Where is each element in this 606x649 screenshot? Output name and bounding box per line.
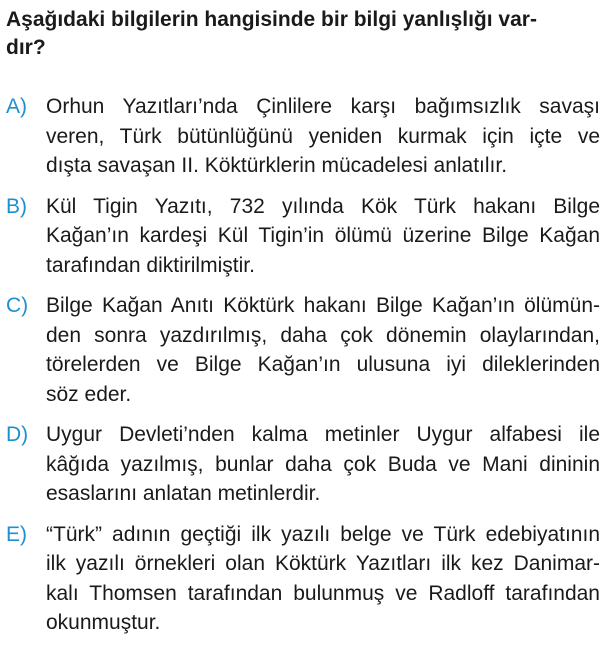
option-b-line: Kağan’ın kardeşi Kül Tigin’in ölümü üzerine Bilge Kağan (46, 224, 600, 247)
option-d-line: esaslarını anlatan metinlerdir. (46, 482, 321, 505)
option-d-letter: D) (6, 423, 29, 446)
question-line: Aşağıdaki bilgilerin hangisinde bir bilgi yanlışlığı var- (6, 8, 537, 31)
option-d[interactable] (6, 420, 600, 509)
option-c-line: söz eder. (46, 382, 132, 406)
option-c-line: Bilge Kağan Anıtı Köktürk hakanı Bilge Kağan’ın ölümün- (46, 294, 600, 317)
option-e[interactable] (6, 520, 600, 638)
option-a-letter: A) (6, 95, 27, 118)
option-e-line: ilk yazılı örnekleri olan Köktürk Yazıtları ilk kez Danimar- (46, 552, 600, 575)
option-c-letter: C) (6, 294, 29, 317)
option-a[interactable] (6, 92, 600, 181)
option-c-line: törelerden ve Bilge Kağan’ın ulusuna iyi dileklerinden (46, 353, 600, 376)
option-b-line: tarafından diktirilmiştir. (46, 253, 255, 277)
answer-options (6, 92, 600, 649)
question-stem (6, 6, 600, 62)
option-a-line: dışta savaşan II. Köktürklerin mücadelesi anlatılır. (46, 154, 508, 177)
option-e-letter: E) (6, 522, 27, 546)
option-e-line: “Türk” adının geçtiği ilk yazılı belge ve Türk edebiyatının (46, 522, 600, 546)
option-a-line: veren, Türk bütünlüğünü yeniden kurmak için içte ve (46, 124, 600, 148)
option-b-letter: B) (6, 194, 27, 218)
option-d-line: Uygur Devleti’nden kalma metinler Uygur alfabesi ile (46, 423, 600, 446)
question-line: dır? (6, 36, 46, 59)
option-d-line: kâğıda yazılmış, bunlar daha çok Buda ve Mani dininin (46, 452, 600, 476)
option-c[interactable] (6, 291, 600, 409)
option-e-line: kalı Thomsen tarafından bulunmuş ve Radloff tarafından (46, 581, 600, 605)
option-b-line: Kül Tigin Yazıtı, 732 yılında Kök Türk hakanı Bilge (46, 194, 600, 218)
option-e-line: okunmuştur. (46, 611, 161, 634)
option-c-line: den sonra yazdırılmış, daha çok dönemin olaylarından, (46, 323, 600, 347)
option-a-line: Orhun Yazıtları’nda Çinlilere karşı bağımsızlık savaşı (46, 95, 600, 118)
option-b[interactable] (6, 192, 600, 281)
